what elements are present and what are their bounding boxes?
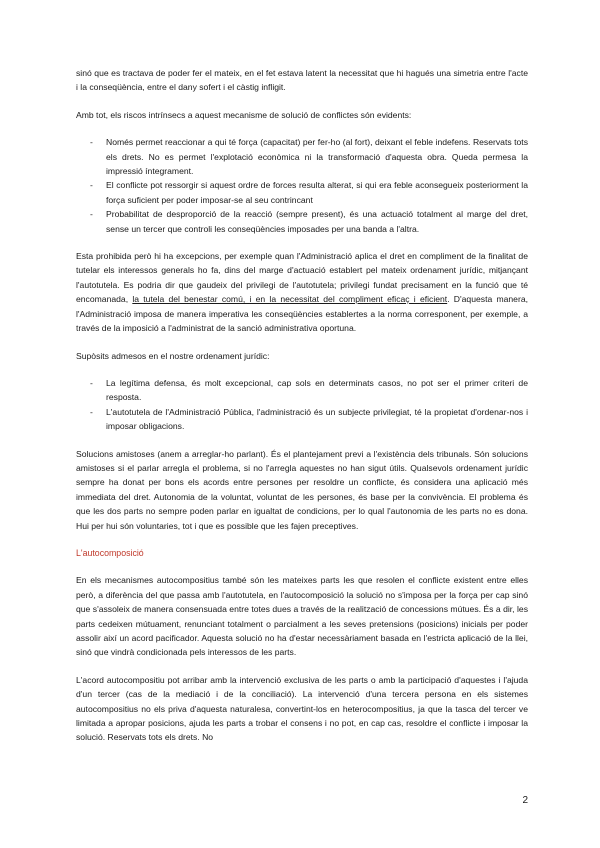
section-heading: L'autocomposició	[76, 547, 144, 558]
paragraph-cases-intro: Supòsits admesos en el nostre ordenament jurídic:	[76, 350, 270, 361]
paragraph-exceptions: Esta prohibida però hi ha excepcions, per exemple quan l'Administració aplica el dret en compliment de la finalitat de tutelar els interessos generals ho fa, dins del marge d'actuació establert pel mateix ordenament jurídic, mitjançant l'autotutela. Es podria dir que gaudeix del privilegi de l'autotutela; privilegi fundat precisament en la funció que té encomanada, la tutela del benestar comú, i en la necessitat del compliment eficaç i eficient. D'aquesta manera, l'Administració imposa de manera imperativa les conseqüències establertes a la norma corresponent, per exemple, a través de la imposició a l'administrat de la sanció administrativa oportuna.	[76, 251, 528, 334]
list-item: - Probabilitat de desproporció de la reacció (sempre present), és una actuació totalment al marge del dret, sense un tercer que controli les conseqüències imposades per una banda a l'altra.	[90, 209, 528, 234]
list-item: - La legítima defensa, és molt excepcional, cap sols en determinats casos, no pot ser el primer criteri de resposta.	[90, 377, 528, 403]
paragraph-intro: sinó que es tractava de poder fer el mateix, en el fet estava latent la necessitat que hi hagués una simetria entre l'acte i la conseqüència, entre el dany sofert i el càstig infligit.	[76, 68, 528, 93]
paragraph-agreement: L'acord autocompositiu pot arribar amb la intervenció exclusiva de les parts o amb la participació d'aquestes i l'ajuda d'un tercer (cas de la mediació i de la conciliació). La intervenció d'una tercera persona en els sistemes autocompositius no els priva d'aquesta naturalesa, convertint-los en heterocompositius, ja que la tasca del tercer ve limitada a apropar posicions, ajuda les parts a trobar el consens i no pot, en cap cas, resoldre el conflicte i imposar la solució. Reservats tots els drets. No	[76, 674, 528, 743]
paragraph-risks-intro: Amb tot, els riscos intrínsecs a aquest mecanisme de solució de conflictes són evidents:	[76, 109, 412, 120]
list-item: - L'autotutela de l'Administració Pública, l'administració és un subjecte privilegiat, té la propietat d'ordenar-nos i imposar obligacions.	[90, 406, 528, 432]
page-number: 2	[522, 795, 528, 806]
paragraph-autocomposition: En els mecanismes autocompositius també són les mateixes parts les que resolen el conflicte existent entre elles però, a diferència del que passa amb l'autotutela, en l'autocomposició la solució no s'imposa per la força per cap sinó que s'assoleix de manera consensuada entre totes dues a través de la realització de concessions mútues. És a dir, les parts cedeixen mútuament, renunciant totalment o parcialment a les seves pretensions (posicions) inicials per poder assolir així un acord pacificador. Aquesta solució no ha d'estar necessàriament basada en l'estricta aplicació de la llei, sinó que vindrà condicionada pels interessos de les parts.	[76, 575, 528, 658]
list-item: - Només permet reaccionar a qui té força (capacitat) per fer-ho (al fort), deixant el feble indefens. Reservats tots els drets. No es permet l'explotació econòmica ni la transformació d'aquesta obra. Queda permesa la impressió íntegrament.	[90, 137, 528, 177]
risks-list	[76, 135, 528, 236]
paragraph-amicable: Solucions amistoses (anem a arreglar-ho parlant). És el plantejament previ a l'existència dels tribunals. Són solucions amistoses si el parlar arregla el problema, si no l'arregla aquestes no han sigut útils. Qualsevols ordenament jurídic sempre ha donat per bons els acords entre persones per resoldre un conflicte, és considera una aplicació més immediata del dret. Autonomia de la voluntat, voluntat de les persones, és base per la convivència. El problema és que les dos parts no sempre poden parlar en igualtat de condicions, per lo qual l'autonomia de les parts no es dona. Hui per hui són voluntaries, tot i que es possible que les fajen preceptives.	[76, 448, 528, 531]
cases-list	[76, 376, 528, 434]
list-item: - El conflicte pot ressorgir si aquest ordre de forces resulta alterat, si qui era feble aconsegueix posteriorment la força suficient per poder imposar-se al seu contrincant	[90, 180, 528, 205]
page-body	[76, 66, 528, 745]
